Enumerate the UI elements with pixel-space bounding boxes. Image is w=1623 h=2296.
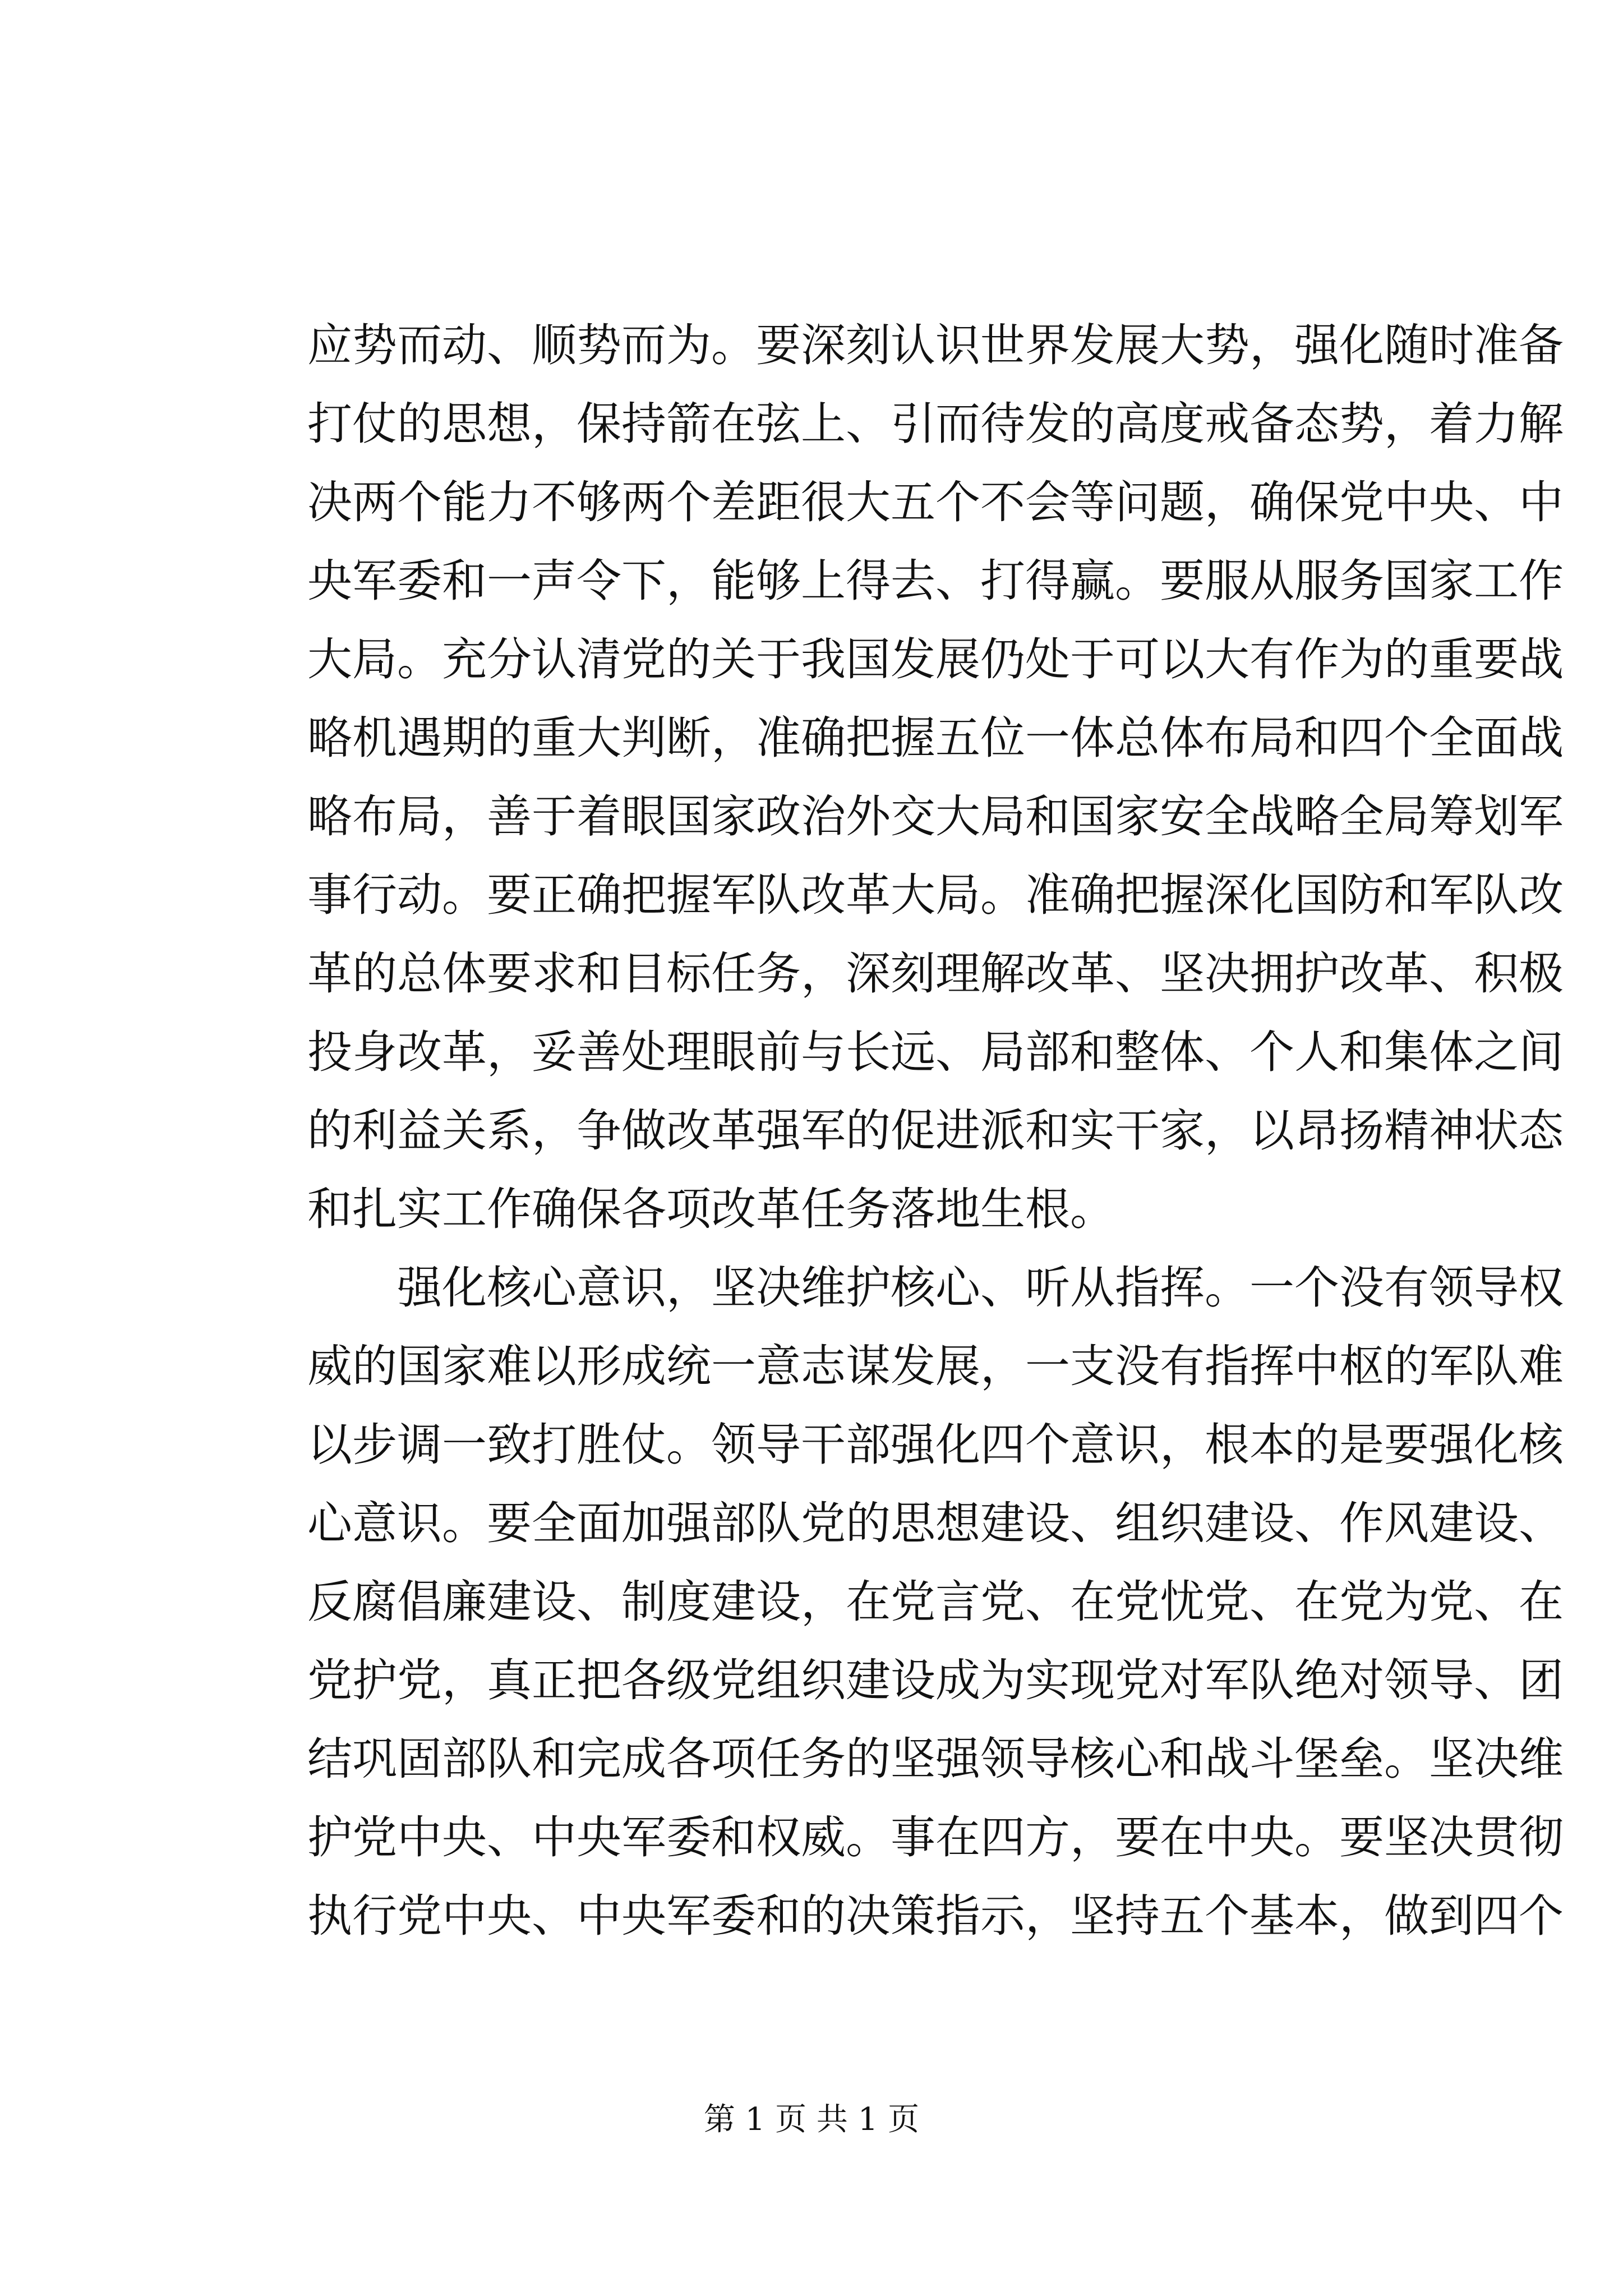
text-line: 打仗的思想，保持箭在弦上、引而待发的高度戒备态势，着力解	[307, 398, 1564, 450]
text-line: 心意识。要全面加强部队党的思想建设、组织建设、作风建设、	[307, 1497, 1564, 1549]
text-line: 略布局，善于着眼国家政治外交大局和国家安全战略全局筹划军	[307, 790, 1564, 843]
text-line: 事行动。要正确把握军队改革大局。准确把握深化国防和军队改	[307, 869, 1564, 921]
text-line: 执行党中央、中央军委和的决策指示，坚持五个基本，做到四个	[307, 1890, 1564, 1942]
text-line: 的利益关系，争做改革强军的促进派和实干家，以昂扬精神状态	[307, 1105, 1564, 1157]
text-line: 和扎实工作确保各项改革任务落地生根。	[307, 1183, 1115, 1235]
text-line: 党护党，真正把各级党组织建设成为实现党对军队绝对领导、团	[307, 1654, 1564, 1706]
text-line: 决两个能力不够两个差距很大五个不会等问题，确保党中央、中	[307, 476, 1564, 528]
text-line: 革的总体要求和目标任务，深刻理解改革、坚决拥护改革、积极	[307, 947, 1564, 1000]
paragraph-start-line: 强化核心意识，坚决维护核心、听从指挥。一个没有领导权	[307, 1262, 1564, 1314]
text-line: 威的国家难以形成统一意志谋发展，一支没有指挥中枢的军队难	[307, 1340, 1564, 1392]
text-line: 央军委和一声令下，能够上得去、打得赢。要服从服务国家工作	[307, 555, 1564, 607]
text-line: 投身改革，妥善处理眼前与长远、局部和整体、个人和集体之间	[307, 1026, 1564, 1078]
page-number-label: 第 1 页 共 1 页	[703, 2101, 920, 2138]
text-line: 应势而动、顺势而为。要深刻认识世界发展大势，强化随时准备	[307, 319, 1564, 371]
text-line: 护党中央、中央军委和权威。事在四方，要在中央。要坚决贯彻	[307, 1811, 1564, 1864]
text-line: 反腐倡廉建设、制度建设，在党言党、在党忧党、在党为党、在	[307, 1576, 1564, 1628]
text-line: 大局。充分认清党的关于我国发展仍处于可以大有作为的重要战	[307, 633, 1564, 685]
text-line: 以步调一致打胜仗。领导干部强化四个意识，根本的是要强化核	[307, 1419, 1564, 1471]
text-line: 略机遇期的重大判断，准确把握五位一体总体布局和四个全面战	[307, 712, 1564, 764]
text-line: 结巩固部队和完成各项任务的坚强领导核心和战斗堡垒。坚决维	[307, 1733, 1564, 1785]
page-footer	[0, 2095, 1623, 2145]
